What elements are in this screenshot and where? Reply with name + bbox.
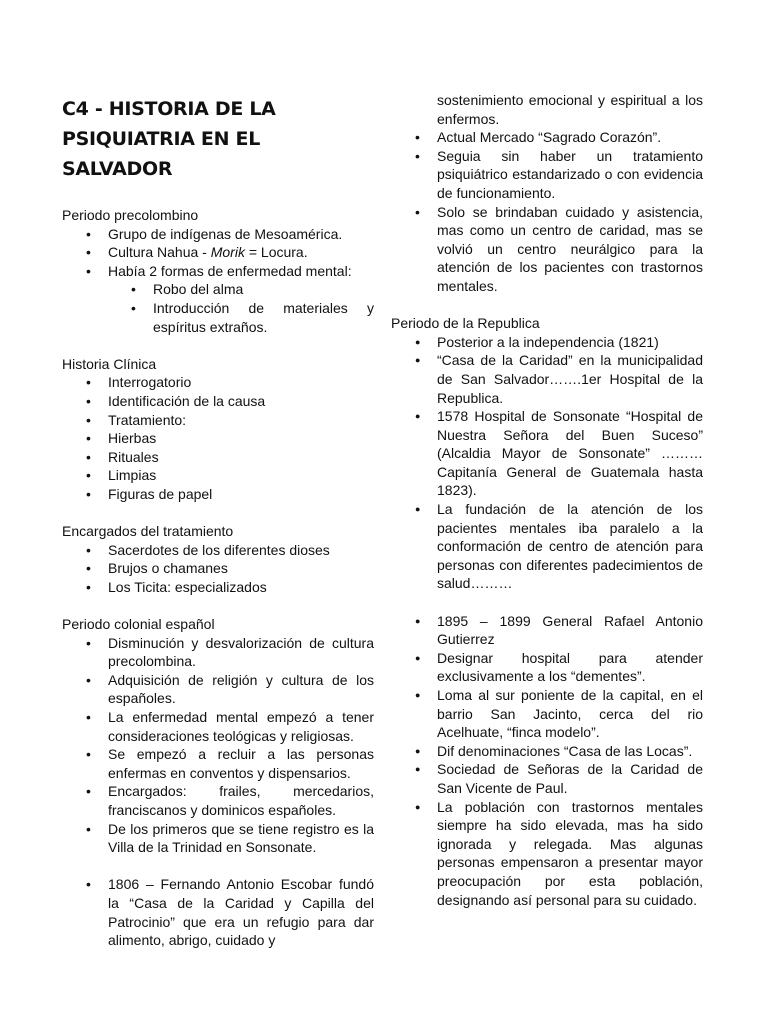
italic-term: Morik xyxy=(210,244,245,261)
list-item: • Seguia sin haber un tratamiento psiquiátrico estandarizado o con evidencia de funcionamiento. xyxy=(391,147,703,203)
section-republica xyxy=(391,314,703,909)
bullet-list xyxy=(62,225,374,281)
list-item: ● La fundación de la atención de los pacientes mentales iba paralelo a la conformación de centro de atención para personas con diferentes padecimientos de salud……… xyxy=(391,500,703,593)
section-heading: Periodo de la Republica xyxy=(391,315,540,332)
section-encargados xyxy=(62,522,374,596)
list-item: • Había 2 formas de enfermedad mental: xyxy=(62,262,374,281)
list-item-text: = Locura. xyxy=(244,244,308,261)
list-item: • Figuras de papel xyxy=(62,485,374,504)
list-item: • Grupo de indígenas de Mesoamérica. xyxy=(62,225,374,244)
sub-list-item: • Robo del alma xyxy=(62,280,374,299)
list-item: ● La población con trastornos mentales siempre ha sido elevada, mas ha sido ignorada y relegada. Mas algunas personas empensaron a presentar mayor preocupación por esta población, designando así personal para su cuidado. xyxy=(391,798,703,910)
bullet-list xyxy=(62,634,374,857)
list-item: • Solo se brindaban cuidado y asistencia, mas como un centro de caridad, mas se volvió un centro neurálgico para la atención de los pacientes con trastornos mentales. xyxy=(391,203,703,296)
section-precolombino xyxy=(62,206,374,336)
list-item: ● 1895 – 1899 General Rafael Antonio Gutierrez xyxy=(391,612,703,649)
list-item: • Brujos o chamanes xyxy=(62,559,374,578)
bullet-list xyxy=(391,612,703,910)
list-item: ● Designar hospital para atender exclusivamente a los “dementes”. xyxy=(391,649,703,686)
bullet-list xyxy=(391,333,703,593)
list-item: • Adquisición de religión y cultura de los españoles. xyxy=(62,671,374,708)
sub-list-item: • Introducción de materiales y espíritus extraños. xyxy=(62,299,374,336)
section-heading: Periodo colonial español xyxy=(62,616,215,633)
list-item: • Disminución y desvalorización de cultura precolombina. xyxy=(62,634,374,671)
bullet-list xyxy=(62,875,374,949)
list-item-text: Cultura Nahua - xyxy=(108,244,211,261)
list-item xyxy=(62,243,374,262)
list-item: • 1806 – Fernando Antonio Escobar fundó la “Casa de la Caridad y Capilla del Patrocinio” que era un refugio para dar alimento, abrigo, cuidado y xyxy=(62,875,374,949)
section-heading: Historia Clínica xyxy=(62,355,157,372)
list-item: • Se empezó a recluir a las personas enfermas en conventos y dispensarios. xyxy=(62,745,374,782)
list-item: • Los Ticita: especializados xyxy=(62,578,374,597)
sub-bullet-list xyxy=(62,280,374,336)
section-colonial xyxy=(62,615,374,950)
list-item: ● Sociedad de Señoras de la Caridad de San Vicente de Paul. xyxy=(391,760,703,797)
list-item: • Actual Mercado “Sagrado Corazón”. xyxy=(391,128,703,147)
section-heading: Periodo precolombino xyxy=(62,207,199,223)
left-column xyxy=(62,0,374,950)
bullet-list xyxy=(62,541,374,597)
continued-text: sostenimiento emocional y espiritual a los enfermos. xyxy=(437,92,703,127)
list-item: ● 1578 Hospital de Sonsonate “Hospital de Nuestra Señora del Buen Suceso” (Alcaldia Mayor de Sonsonate” ……… Capitanía General de Guatemala hasta 1823). xyxy=(391,407,703,500)
list-item: • Hierbas xyxy=(62,429,374,448)
document-title: C4 - HISTORIA DE LA PSIQUIATRIA EN EL SALVADOR xyxy=(62,98,276,180)
list-item: • Identificación de la causa xyxy=(62,392,374,411)
list-item: • Tratamiento: xyxy=(62,411,374,430)
list-item: • Interrogatorio xyxy=(62,373,374,392)
list-item: ● Dif denominaciones “Casa de las Locas”. xyxy=(391,742,703,761)
list-item: • Encargados: frailes, mercedarios, franciscanos y dominicos españoles. xyxy=(62,782,374,819)
list-item: ● Posterior a la independencia (1821) xyxy=(391,333,703,352)
section-heading: Encargados del tratamiento xyxy=(62,523,234,540)
list-item: • Sacerdotes de los diferentes dioses xyxy=(62,541,374,560)
list-item: • De los primeros que se tiene registro es la Villa de la Trinidad en Sonsonate. xyxy=(62,820,374,857)
bullet-list xyxy=(391,128,703,295)
section-historia-clinica xyxy=(62,355,374,504)
list-item: ● “Casa de la Caridad” en la municipalidad de San Salvador…….1er Hospital de la Republica. xyxy=(391,351,703,407)
right-column xyxy=(391,91,703,909)
list-item: • La enfermedad mental empezó a tener consideraciones teológicas y religiosas. xyxy=(62,708,374,745)
list-item: ● Loma al sur poniente de la capital, en el barrio San Jacinto, cerca del rio Acelhuate, “finca modelo”. xyxy=(391,686,703,742)
list-item: • Limpias xyxy=(62,466,374,485)
bullet-list xyxy=(62,373,374,503)
list-item: • Rituales xyxy=(62,448,374,467)
